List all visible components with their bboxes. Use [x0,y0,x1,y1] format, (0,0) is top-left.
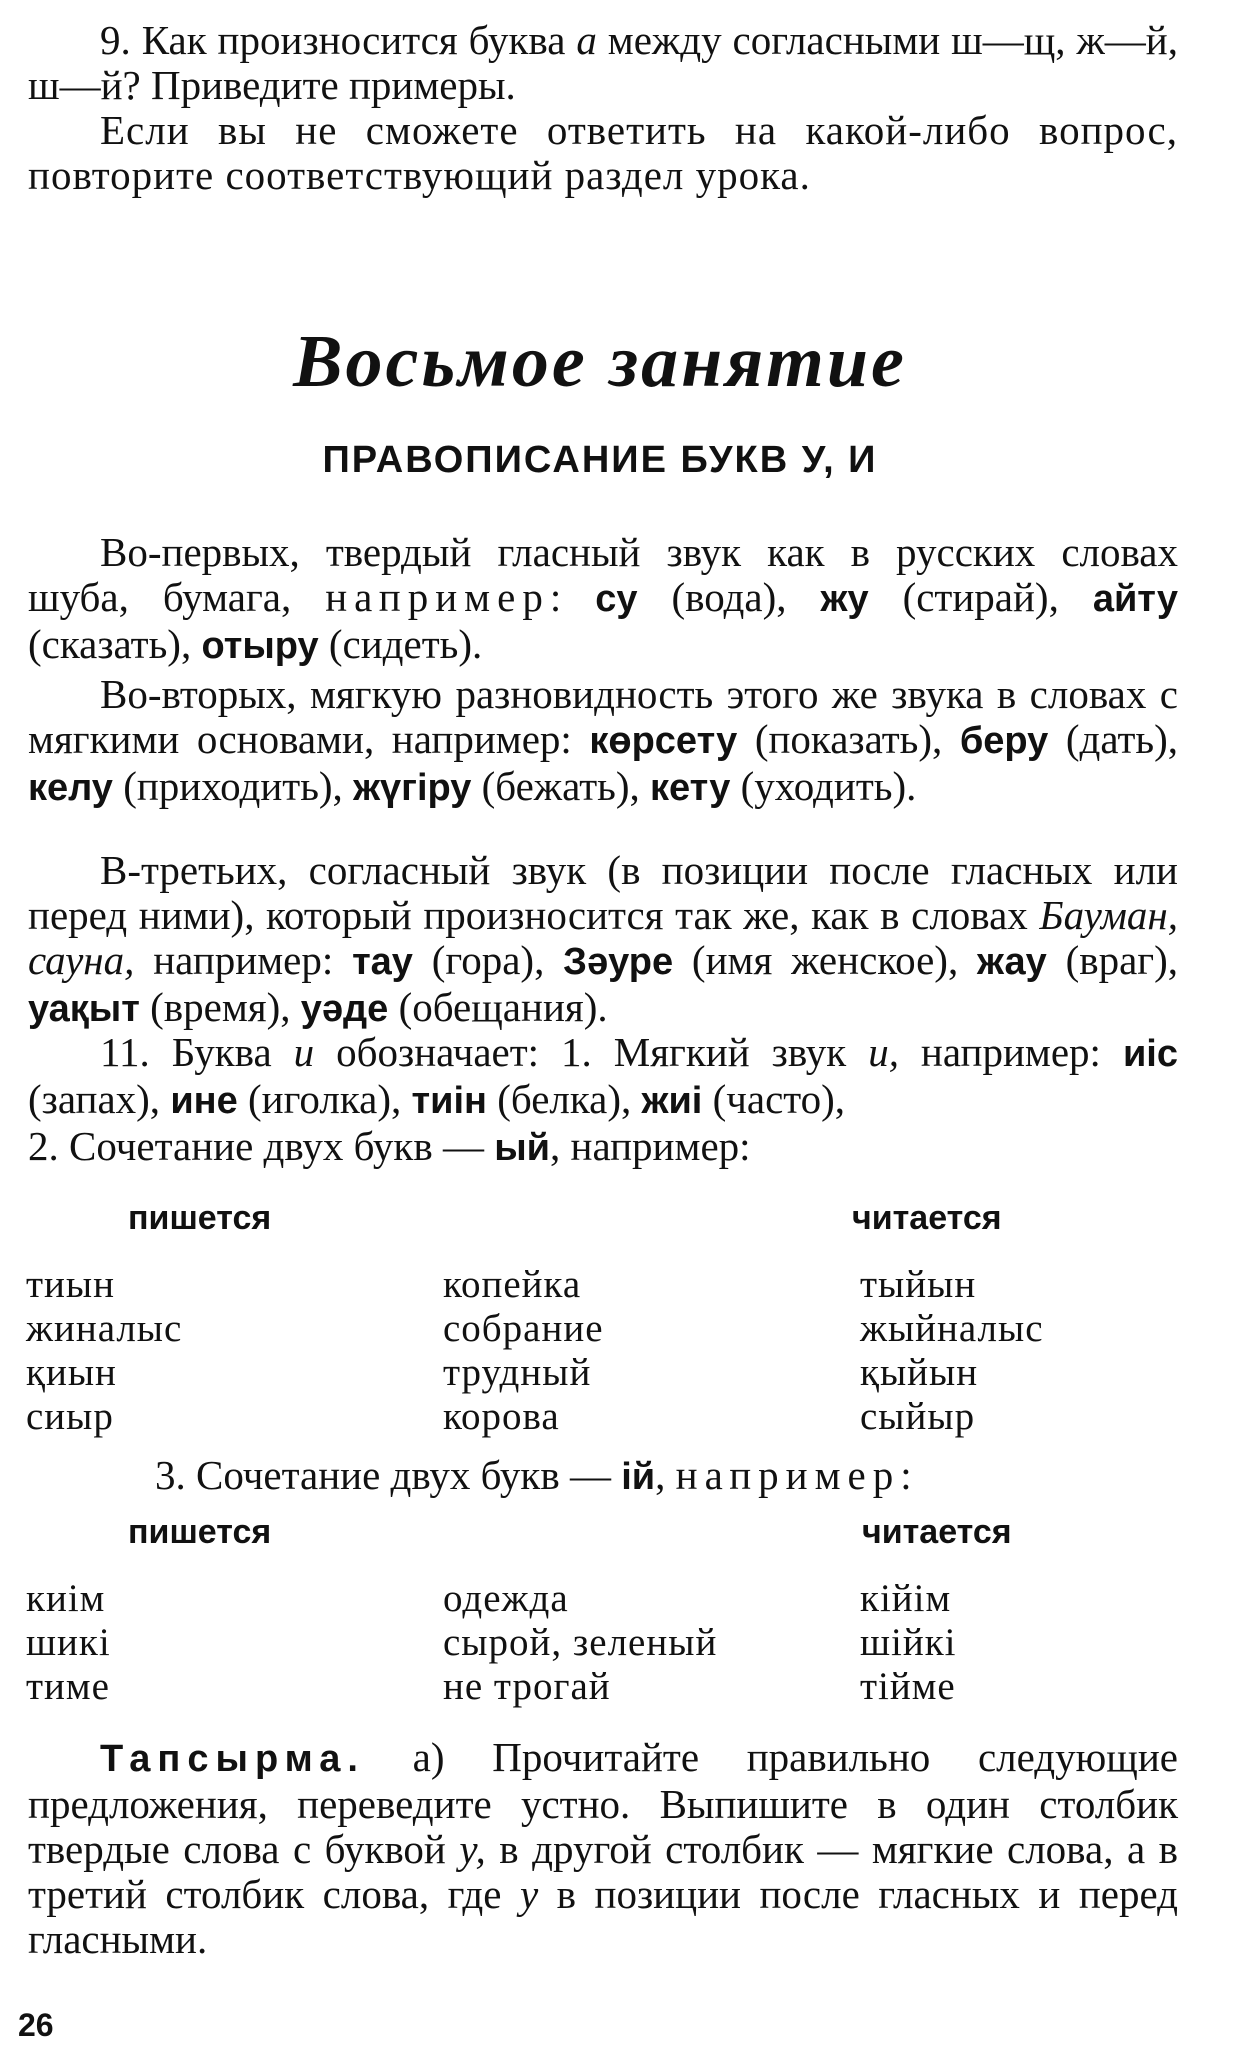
translation: (гора), [412,937,564,983]
example-word: жиі [641,1080,703,1122]
translation: (уходить). [730,763,917,809]
text: , например: [550,1123,751,1169]
lesson-title: Восьмое занятие [293,321,907,403]
example-word: ій [621,1456,656,1498]
paragraph-letter-i [28,1030,1178,1171]
question-9 [28,18,1178,108]
task-paragraph [28,1735,1178,1962]
meaning: не трогай [443,1665,611,1708]
read-word: сыйыр [860,1395,976,1438]
page-number: 26 [18,2007,54,2043]
text: , [655,1452,676,1498]
example-word: беру [959,720,1049,762]
written-word: тиме [26,1665,110,1708]
text: обозначает: 1. Мягкий звук [314,1029,869,1075]
translation: (дать), [1048,716,1179,762]
spaced-word: например [325,574,550,620]
translation: (враг), [1046,937,1178,983]
read-word: жыйналыс [860,1307,1044,1350]
italic-letter: и [293,1029,315,1075]
read-word: тыйын [860,1263,977,1306]
written-word: киім [26,1577,106,1620]
meaning: трудный [443,1351,592,1394]
question-text: 9. Как произносится буква [100,17,577,63]
translation: (бежать), [471,763,651,809]
text: в позиции после гласных и перед гласными. [28,1871,1178,1962]
translation: (приходить), [112,763,354,809]
translation: (запах), [28,1076,171,1122]
example-word: тау [352,941,413,983]
task-label: Тапсырма. [100,1738,365,1780]
example-word: жу [820,578,869,620]
example-word: келу [28,767,113,809]
read-word: тійме [860,1665,956,1708]
column-header-read: читается [862,1513,1012,1551]
example-word: жүгіру [353,767,472,809]
text: например: [898,1029,1123,1075]
text: например: [134,937,353,983]
example-word: жау [977,941,1047,983]
example-word: тиін [411,1080,487,1122]
meaning: собрание [443,1307,604,1350]
translation: (часто), [702,1076,846,1122]
example-word: ине [170,1080,238,1122]
question-text-rest: между согласными ш—щ, ж—й, ш—й? Приведите примеры. [28,17,1178,108]
text: 2. Сочетание двух букв — [28,1123,495,1169]
text: в другой столбик — мягкие слова, а в третий столбик слова, где [28,1826,1178,1917]
combination-ii [155,1453,1105,1500]
example-word: иіс [1122,1033,1178,1075]
paragraph-third [28,848,1178,1032]
example-word: су [595,578,638,620]
example-word: айту [1092,578,1178,620]
translation: (имя женское), [673,937,978,983]
text: 3. Сочетание двух букв — [155,1452,622,1498]
written-word: сиыр [26,1395,114,1438]
translation: (стирай), [868,574,1093,620]
letter-a: а [576,17,597,63]
paragraph-second [28,672,1178,811]
example-word: көрсету [589,720,738,762]
italic-words: Бауман, сауна, [28,892,1178,983]
example-word: кету [650,767,731,809]
meaning: корова [443,1395,560,1438]
written-word: қиын [26,1351,117,1394]
example-word: уақыт [28,988,140,1030]
text: Во-вторых, мягкую разновидность этого же звука в словах с мягкими основами, например: [28,671,1178,762]
example-word: ый [494,1127,551,1169]
section-title: ПРАВОПИСАНИЕ БУКВ У, И [322,439,878,481]
translation: (вода), [637,574,821,620]
translation: (белка), [486,1076,642,1122]
column-header-read: читается [852,1199,1002,1237]
text: 11. Буква [100,1029,294,1075]
translation: (обещания). [388,984,608,1030]
read-word: кійім [860,1577,952,1620]
example-word: Зәуре [563,941,674,983]
translation: (иголка), [237,1076,412,1122]
meaning: копейка [443,1263,582,1306]
translation: (сидеть). [318,621,483,667]
italic-letter: и, [868,1029,899,1075]
paragraph-first [28,530,1178,669]
written-word: шикі [26,1621,111,1664]
translation: (время), [139,984,301,1030]
column-header-written: пишется [128,1199,272,1237]
read-word: қыйын [860,1351,979,1394]
written-word: жиналыс [26,1307,183,1350]
review-note: Если вы не сможете ответить на какой-либо вопрос, повторите соответствующий раздел урока. [28,107,1178,198]
spaced-word: например: [675,1452,919,1498]
text: В-третьих, согласный звук (в позиции после гласных или перед ними), который произносится так же, как в словах [28,847,1178,938]
meaning: одежда [443,1577,569,1620]
written-word: тиын [26,1263,115,1306]
translation: (сказать), [28,621,202,667]
translation: (показать), [737,716,960,762]
text: а) Прочитайте правильно следующие предложения, переведите устно. Выпишите в один столбик твердые слова с буквой [28,1734,1178,1872]
italic-letter: у, [459,1826,486,1872]
read-word: шійкі [860,1621,957,1664]
column-header-written: пишется [128,1513,272,1551]
example-word: уәде [300,988,389,1030]
text: Во-первых, твердый гласный звук как в русских словах шуба, бумага, [28,529,1178,620]
text: : [549,574,596,620]
meaning: сырой, зеленый [443,1621,718,1664]
italic-letter: у [519,1871,539,1917]
example-word: отыру [201,625,319,667]
